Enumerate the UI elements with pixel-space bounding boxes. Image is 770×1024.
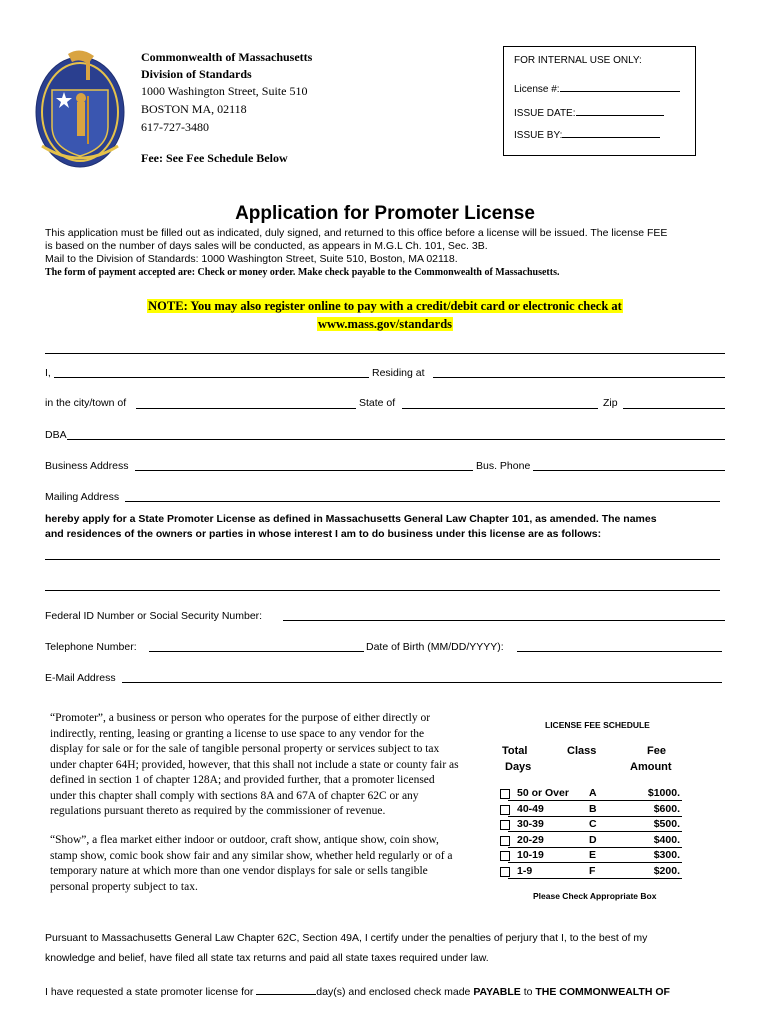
business-address-input[interactable] [135, 470, 473, 471]
division-name: Division of Standards [141, 67, 252, 81]
fee-divider [508, 816, 682, 817]
fee-note: Fee: See Fee Schedule Below [141, 151, 288, 165]
email-label: E-Mail Address [45, 672, 116, 684]
check-box-note: Please Check Appropriate Box [533, 891, 657, 901]
phone-number: 617-727-3480 [141, 120, 209, 134]
promoter-line-6: under this chapter shall comply with sections 8A and 67A of chapter 62C or any [50, 789, 419, 802]
fee-class: F [589, 865, 596, 877]
fee-divider [508, 878, 682, 879]
days-requested-input[interactable] [256, 984, 316, 995]
promoter-line-5: defined in section 1 of chapter 128A; and provided further, that a promoter licensed [50, 774, 435, 786]
intro-text [45, 227, 735, 279]
mailing-address-label: Mailing Address [45, 491, 120, 503]
fee-days: 50 or Over [517, 787, 569, 799]
declaration-text [45, 512, 735, 542]
fee-divider [508, 831, 682, 832]
show-line-4: personal property subject to tax. [50, 880, 198, 893]
fee-amount: $300. [653, 849, 680, 861]
fee-divider [508, 847, 682, 848]
bus-phone-label: Bus. Phone [476, 460, 531, 472]
intro-line-4: The form of payment accepted are: Check or money order. Make check payable to the Commonwealth of Massachusetts. [45, 267, 560, 278]
name-input[interactable] [54, 377, 369, 378]
show-line-3: temporary nature at which more than one vendor displays for sale or sells tangible [50, 865, 428, 877]
state-label: State of [359, 397, 396, 409]
address-line-2: BOSTON MA, 02118 [141, 102, 247, 116]
dba-label: DBA [45, 429, 67, 441]
issue-by-field[interactable] [514, 127, 660, 141]
col-total-label: Total [502, 745, 528, 757]
fee-schedule-title: LICENSE FEE SCHEDULE [545, 720, 650, 730]
email-input[interactable] [122, 682, 722, 683]
federal-id-label: Federal ID Number or Social Security Number: [45, 610, 263, 622]
col-amount-label: Amount [630, 761, 672, 773]
fee-class: A [589, 787, 597, 799]
residing-at-input[interactable] [433, 377, 725, 378]
fee-class: D [589, 834, 597, 846]
massachusetts-seal-icon [30, 46, 130, 170]
telephone-input[interactable] [149, 651, 364, 652]
residing-at-label: Residing at [372, 367, 425, 379]
intro-line-3: Mail to the Division of Standards: 1000 Washington Street, Suite 510, Boston, MA 02118. [45, 253, 458, 265]
dba-input[interactable] [67, 439, 725, 440]
fee-days: 1-9 [517, 865, 533, 877]
request-text-e: THE COMMONWEALTH OF [535, 986, 670, 998]
license-number-line [560, 81, 680, 92]
fee-amount: $500. [653, 818, 680, 830]
dob-label: Date of Birth (MM/DD/YYYY): [366, 641, 504, 653]
telephone-label: Telephone Number: [45, 641, 137, 653]
license-number-field[interactable] [514, 81, 680, 95]
declaration-line-1: hereby apply for a State Promoter License as defined in Massachusetts General Law Chapter 101, as amended. The names [45, 513, 657, 525]
fee-divider [508, 862, 682, 863]
fee-class: E [589, 849, 597, 861]
bus-phone-input[interactable] [533, 470, 725, 471]
page-title: Application for Promoter License [235, 203, 535, 224]
promoter-line-3: display for sale or for the sale of tangible personal property or services subject to tax [50, 743, 440, 755]
zip-input[interactable] [623, 408, 725, 409]
online-note [0, 297, 770, 333]
state-input[interactable] [402, 408, 598, 409]
fee-days: 10-19 [517, 849, 544, 861]
fee-checkbox-c[interactable] [500, 820, 510, 830]
fee-days: 20-29 [517, 834, 544, 846]
fee-checkbox-f[interactable] [500, 867, 510, 877]
intro-line-2: is based on the number of days sales will be conducted, as appears in M.G.L Ch. 101, Sec. 3B. [45, 240, 488, 252]
fee-divider [508, 800, 682, 801]
fee-amount: $200. [653, 865, 680, 877]
fee-checkbox-a[interactable] [500, 789, 510, 799]
request-text-a: I have requested a state promoter license for [45, 986, 254, 998]
issue-by-label: ISSUE BY: [514, 130, 563, 141]
request-text-c: PAYABLE [473, 986, 521, 998]
issue-date-field[interactable] [514, 105, 664, 119]
fee-class: B [589, 803, 597, 815]
show-line-2: stamp show, comic book show fair and any similar show, whether held regularly or of a [50, 849, 453, 862]
promoter-line-1: “Promoter”, a business or person who operates for the purpose of either directly or [50, 712, 431, 724]
internal-use-box [503, 46, 696, 156]
col-class-label: Class [567, 745, 597, 757]
note-line-1: NOTE: You may also register online to pay with a credit/debit card or electronic check at [148, 299, 622, 313]
request-text-b: day(s) and enclosed check made [316, 986, 471, 998]
dob-input[interactable] [517, 651, 722, 652]
city-town-input[interactable] [136, 408, 356, 409]
issue-by-line [562, 127, 660, 138]
license-number-label: License #: [514, 84, 560, 95]
fee-class: C [589, 818, 597, 830]
fee-days: 40-49 [517, 803, 544, 815]
promoter-line-4: under chapter 64H; provided, however, that this shall not include a state or county fair as [50, 758, 459, 771]
promoter-line-2: indirectly, renting, leasing or granting a license to use space to any vendor for the [50, 727, 425, 740]
fee-days: 30-39 [517, 818, 544, 830]
internal-heading: FOR INTERNAL USE ONLY: [514, 55, 642, 66]
mailing-address-input[interactable] [125, 501, 720, 502]
address-line-1: 1000 Washington Street, Suite 510 [141, 84, 308, 98]
fee-amount: $400. [653, 834, 680, 846]
fee-amount: $600. [653, 803, 680, 815]
business-address-label: Business Address [45, 460, 129, 472]
col-days-label: Days [505, 761, 532, 773]
certify-line-3 [45, 984, 670, 998]
fee-amount: $1000. [647, 787, 680, 799]
request-text-d: to [523, 986, 533, 998]
fee-checkbox-e[interactable] [500, 851, 510, 861]
promoter-line-7: regulations pursuant thereto as required by the commissioner of revenue. [50, 805, 386, 817]
city-town-label: in the city/town of [45, 397, 127, 409]
certify-line-2: knowledge and belief, have filed all state tax returns and paid all state taxes required under law. [45, 952, 489, 964]
owners-input-1[interactable] [45, 559, 720, 560]
certify-line-1: Pursuant to Massachusetts General Law Chapter 62C, Section 49A, I certify under the penalties of perjury that I, to the best of my [45, 932, 648, 944]
intro-line-1: This application must be filled out as indicated, duly signed, and returned to this office before a license will be issued. The license FEE [45, 227, 668, 239]
federal-id-input[interactable] [283, 620, 725, 621]
declaration-line-2: and residences of the owners or parties in whose interest I am to do business under this license are as follows: [45, 528, 602, 540]
promoter-definition [50, 711, 500, 820]
show-line-1: “Show”, a flea market either indoor or outdoor, craft show, antique show, coin show, [50, 834, 439, 846]
fee-checkbox-d[interactable] [500, 836, 510, 846]
note-link[interactable]: www.mass.gov/standards [317, 317, 453, 331]
issue-date-line [576, 105, 664, 116]
name-label: I, [45, 367, 51, 379]
col-fee-label: Fee [647, 745, 666, 757]
owners-input-2[interactable] [45, 590, 720, 591]
org-name: Commonwealth of Massachusetts [141, 50, 313, 64]
section-divider [45, 353, 725, 354]
zip-label: Zip [603, 397, 618, 409]
show-definition [50, 833, 500, 895]
issue-date-label: ISSUE DATE: [514, 108, 576, 119]
fee-checkbox-b[interactable] [500, 805, 510, 815]
